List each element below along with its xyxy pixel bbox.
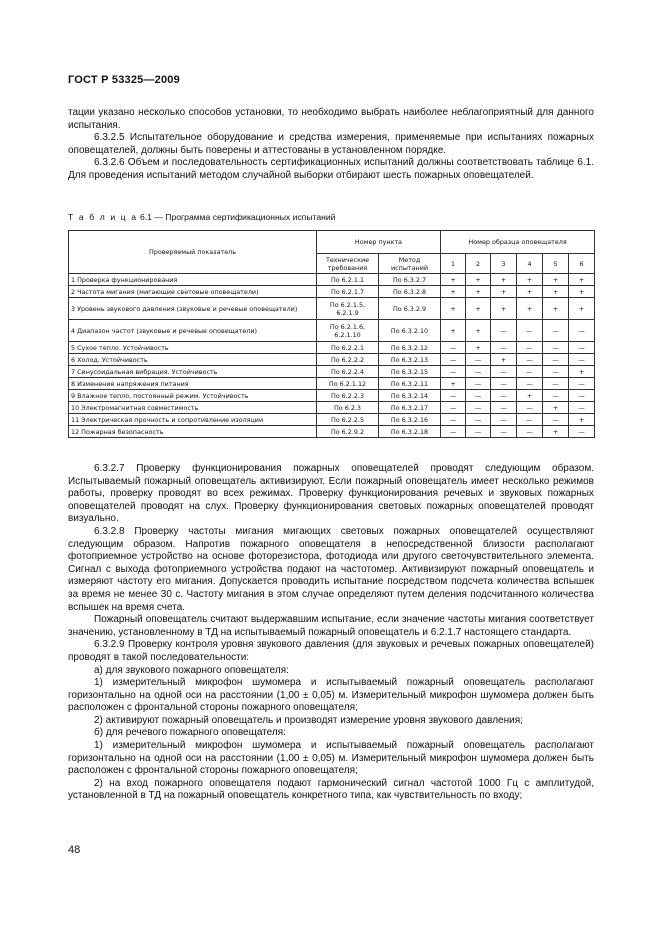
header-sample-6: 6 [569, 254, 595, 274]
body-paragraph: 6.3.2.9 Проверку контроля уровня звукового давления (для звуковых и речевых пожарных оповещателей) проводят в такой последовательности: [68, 639, 594, 663]
document-header: ГОСТ Р 53325—2009 [68, 74, 180, 86]
sample-mark-cell: — [517, 378, 543, 390]
sample-mark-cell: — [441, 366, 466, 378]
page-number: 48 [68, 844, 81, 856]
sample-mark-cell: — [491, 402, 517, 414]
header-sample-2: 2 [466, 254, 491, 274]
indicator-cell: 3 Уровень звукового давления (звуковые и речевые оповещатели) [69, 298, 317, 320]
header-sample-4: 4 [517, 254, 543, 274]
sample-mark-cell: + [543, 402, 569, 414]
technical-requirements-cell: По 6.2.1.12 [317, 378, 379, 390]
header-clause-number: Номер пункта [317, 231, 441, 254]
indicator-cell: 2 Частота мигания (мигающие световые оповещатели) [69, 286, 317, 298]
sample-mark-cell: — [441, 402, 466, 414]
sample-mark-cell: — [491, 378, 517, 390]
technical-requirements-cell: По 6.2.1.1 [317, 274, 379, 286]
body-paragraph: 6.3.2.7 Проверку функционирования пожарных оповещателей проводят следующим образом. Испытываемый пожарный оповещатель активизируют. Если пожарный оповещатель имеет несколько режимов работы, проверку проводят во всех режимах. Проверку функционирования речевых и звуковых пожарных оповещателей проводят на слух. Проверку функционирования световых пожарных оповещателей проводят визуально. [68, 463, 594, 525]
sample-mark-cell: — [466, 390, 491, 402]
sample-mark-cell: + [517, 274, 543, 286]
sample-mark-cell: — [491, 426, 517, 438]
header-sample-1: 1 [441, 254, 466, 274]
header-test-method: Метод испытаний [379, 254, 441, 274]
sample-mark-cell: + [569, 298, 595, 320]
technical-requirements-cell: По 6.2.1.6, 6.2.1.10 [317, 320, 379, 342]
table-row [69, 354, 595, 366]
table-row [69, 274, 595, 286]
sample-mark-cell: + [441, 274, 466, 286]
indicator-cell: 9 Влажное тепло, постоянный режим. Устойчивость [69, 390, 317, 402]
indicator-cell: 1 Проверка функционирования [69, 274, 317, 286]
body-paragraph: б) для речевого пожарного оповещателя: [94, 727, 286, 739]
sample-mark-cell: + [441, 320, 466, 342]
sample-mark-cell: + [441, 378, 466, 390]
sample-mark-cell: — [543, 414, 569, 426]
certification-tests-table [68, 230, 595, 438]
technical-requirements-cell: По 6.2.9.2 [317, 426, 379, 438]
sample-mark-cell: — [517, 426, 543, 438]
technical-requirements-cell: По 6.2.3 [317, 402, 379, 414]
sample-mark-cell: + [517, 298, 543, 320]
indicator-cell: 6 Холод. Устойчивость [69, 354, 317, 366]
sample-mark-cell: — [441, 354, 466, 366]
sample-mark-cell: — [569, 320, 595, 342]
body-paragraph: 1) измерительный микрофон шумомера и испытываемый пожарный оповещатель располагают горизонтально на одной оси на расстоянии (1,00 ± 0,05) м. Измерительный микрофон шумомера должен быть расположен с фронтальной стороны пожарного оповещателя; [68, 677, 594, 714]
test-method-cell: По 6.3.2.10 [379, 320, 441, 342]
sample-mark-cell: — [569, 378, 595, 390]
sample-mark-cell: — [491, 414, 517, 426]
header-sample-5: 5 [543, 254, 569, 274]
sample-mark-cell: — [569, 426, 595, 438]
indicator-cell: 7 Синусоидальная вибрация. Устойчивость [69, 366, 317, 378]
sample-mark-cell: — [441, 390, 466, 402]
sample-mark-cell: + [491, 298, 517, 320]
sample-mark-cell: — [569, 342, 595, 354]
bottom-text-block [68, 463, 594, 803]
sample-mark-cell: — [543, 320, 569, 342]
sample-mark-cell: — [543, 366, 569, 378]
sample-mark-cell: + [441, 286, 466, 298]
sample-mark-cell: — [441, 426, 466, 438]
technical-requirements-cell: По 6.2.2.4 [317, 366, 379, 378]
sample-mark-cell: — [569, 390, 595, 402]
sample-mark-cell: — [517, 366, 543, 378]
test-method-cell: По 6.3.2.9 [379, 298, 441, 320]
test-method-cell: По 6.3.2.16 [379, 414, 441, 426]
table-row [69, 414, 595, 426]
indicator-cell: 8 Изменение напряжения питания [69, 378, 317, 390]
test-method-cell: По 6.3.2.12 [379, 342, 441, 354]
table-row [69, 402, 595, 414]
technical-requirements-cell: По 6.2.2.2 [317, 354, 379, 366]
sample-mark-cell: + [569, 286, 595, 298]
table-row [69, 366, 595, 378]
sample-mark-cell: + [491, 354, 517, 366]
sample-mark-cell: + [466, 274, 491, 286]
sample-mark-cell: + [441, 298, 466, 320]
test-method-cell: По 6.3.2.8 [379, 286, 441, 298]
body-paragraph: 2) на вход пожарного оповещателя подают гармонический сигнал частотой 1000 Гц с амплитудой, установленной в ТД на пожарный оповещатель конкретного типа, как чувствительность по входу; [68, 777, 594, 802]
sample-mark-cell: + [491, 286, 517, 298]
sample-mark-cell: — [441, 342, 466, 354]
sample-mark-cell: + [569, 366, 595, 378]
sample-mark-cell: — [517, 354, 543, 366]
test-method-cell: По 6.3.2.17 [379, 402, 441, 414]
sample-mark-cell: — [543, 342, 569, 354]
header-indicator: Проверяемый показатель [69, 231, 317, 274]
body-paragraph: а) для звукового пожарного оповещателя: [94, 664, 289, 676]
test-method-cell: По 6.3.2.14 [379, 390, 441, 402]
technical-requirements-cell: По 6.2.2.3 [317, 390, 379, 402]
sample-mark-cell: + [517, 390, 543, 402]
technical-requirements-cell: По 6.2.1.7 [317, 286, 379, 298]
sample-mark-cell: — [466, 366, 491, 378]
test-method-cell: По 6.3.2.7 [379, 274, 441, 286]
sample-mark-cell: + [569, 414, 595, 426]
top-text-block [68, 107, 594, 183]
indicator-cell: 5 Сухое тепло. Устойчивость [69, 342, 317, 354]
sample-mark-cell: — [543, 378, 569, 390]
indicator-cell: 12 Пожарная безопасность [69, 426, 317, 438]
sample-mark-cell: — [491, 366, 517, 378]
sample-mark-cell: — [466, 402, 491, 414]
sample-mark-cell: + [466, 298, 491, 320]
sample-mark-cell: — [466, 354, 491, 366]
sample-mark-cell: — [569, 402, 595, 414]
technical-requirements-cell: По 6.2.2.1 [317, 342, 379, 354]
body-paragraph: 6.3.2.8 Проверку частоты мигания мигающих световых пожарных оповещателей осуществляют следующим образом. Напротив пожарного оповещателя в непосредственной близости располагают фотоприемное устройство на основе фоторезистора, фотодиода или другого светочувствительного элемента. Сигнал с выхода фотоприемного устройства подают на частотомер. Активизируют пожарный оповещатель и измеряют частоту его мигания. Допускается проводить испытание посредством подсчета количества вспышек за время не менее 30 с. Частоту мигания в этом случае определяют путем деления подсчитанного количества вспышек на время счета. [68, 525, 594, 613]
sample-mark-cell: — [517, 414, 543, 426]
paragraph-6-3-2-5: 6.3.2.5 Испытательное оборудование и средства измерения, применяемые при испытаниях пожарных оповещателей, должны быть поверены и аттестованы в установленном порядке. [68, 132, 594, 156]
paragraph-continuation: тации указано несколько способов установки, то необходимо выбрать наиболее неблагоприятный для данного испытания. [68, 107, 594, 131]
sample-mark-cell: — [517, 320, 543, 342]
sample-mark-cell: — [517, 402, 543, 414]
table-row [69, 298, 595, 320]
sample-mark-cell: — [491, 320, 517, 342]
sample-mark-cell: + [517, 286, 543, 298]
table-row [69, 426, 595, 438]
table-row [69, 378, 595, 390]
body-paragraph: 2) активируют пожарный оповещатель и производят измерение уровня звукового давления; [94, 714, 523, 726]
sample-mark-cell: + [466, 342, 491, 354]
test-method-cell: По 6.3.2.13 [379, 354, 441, 366]
sample-mark-cell: + [569, 274, 595, 286]
sample-mark-cell: + [491, 274, 517, 286]
sample-mark-cell: — [517, 342, 543, 354]
test-method-cell: По 6.3.2.11 [379, 378, 441, 390]
table-row [69, 342, 595, 354]
sample-mark-cell: — [466, 378, 491, 390]
indicator-cell: 11 Электрическая прочность и сопротивление изоляции [69, 414, 317, 426]
table-body [69, 274, 595, 438]
table-row [69, 390, 595, 402]
table-caption [68, 212, 335, 222]
table-caption-prefix: Т а б л и ц а [68, 212, 138, 222]
sample-mark-cell: — [543, 390, 569, 402]
table-caption-title: 6.1 — Программа сертификационных испытаний [137, 212, 336, 222]
sample-mark-cell: + [543, 274, 569, 286]
sample-mark-cell: — [543, 354, 569, 366]
sample-mark-cell: — [441, 414, 466, 426]
sample-mark-cell: — [466, 414, 491, 426]
sample-mark-cell: + [543, 426, 569, 438]
sample-mark-cell: — [491, 390, 517, 402]
test-method-cell: По 6.3.2.18 [379, 426, 441, 438]
sample-mark-cell: — [466, 426, 491, 438]
indicator-cell: 10 Электромагнитная совместимость [69, 402, 317, 414]
sample-mark-cell: + [543, 298, 569, 320]
test-method-cell: По 6.3.2.15 [379, 366, 441, 378]
table-row [69, 286, 595, 298]
table-row [69, 320, 595, 342]
sample-mark-cell: — [491, 342, 517, 354]
sample-mark-cell: + [543, 286, 569, 298]
body-paragraph: Пожарный оповещатель считают выдержавшим испытание, если значение частоты мигания соответствует значению, установленному в ТД на испытываемый пожарный оповещатель и 6.2.1.7 настоящего стандарта. [68, 614, 594, 638]
header-sample-number: Номер образца оповещателя [441, 231, 595, 254]
paragraph-6-3-2-6: 6.3.2.6 Объем и последовательность сертификационных испытаний должны соответствовать таблице 6.1. Для проведения испытаний методом случайной выборки отбирают шесть пожарных оповещателей. [68, 157, 594, 181]
header-sample-3: 3 [491, 254, 517, 274]
technical-requirements-cell: По 6.2.2.5 [317, 414, 379, 426]
header-technical-requirements: Технические требования [317, 254, 379, 274]
technical-requirements-cell: По 6.2.1.5, 6.2.1.9 [317, 298, 379, 320]
body-paragraph: 1) измерительный микрофон шумомера и испытываемый пожарный оповещатель располагают горизонтально на одной оси на расстоянии (1,00 ± 0,05) м. Измерительный микрофон шумомера должен быть расположен с фронтальной стороны пожарного оповещателя; [68, 740, 594, 777]
sample-mark-cell: — [569, 354, 595, 366]
indicator-cell: 4 Диапазон частот (звуковые и речевые оповещатели) [69, 320, 317, 342]
sample-mark-cell: + [466, 286, 491, 298]
sample-mark-cell: + [466, 320, 491, 342]
